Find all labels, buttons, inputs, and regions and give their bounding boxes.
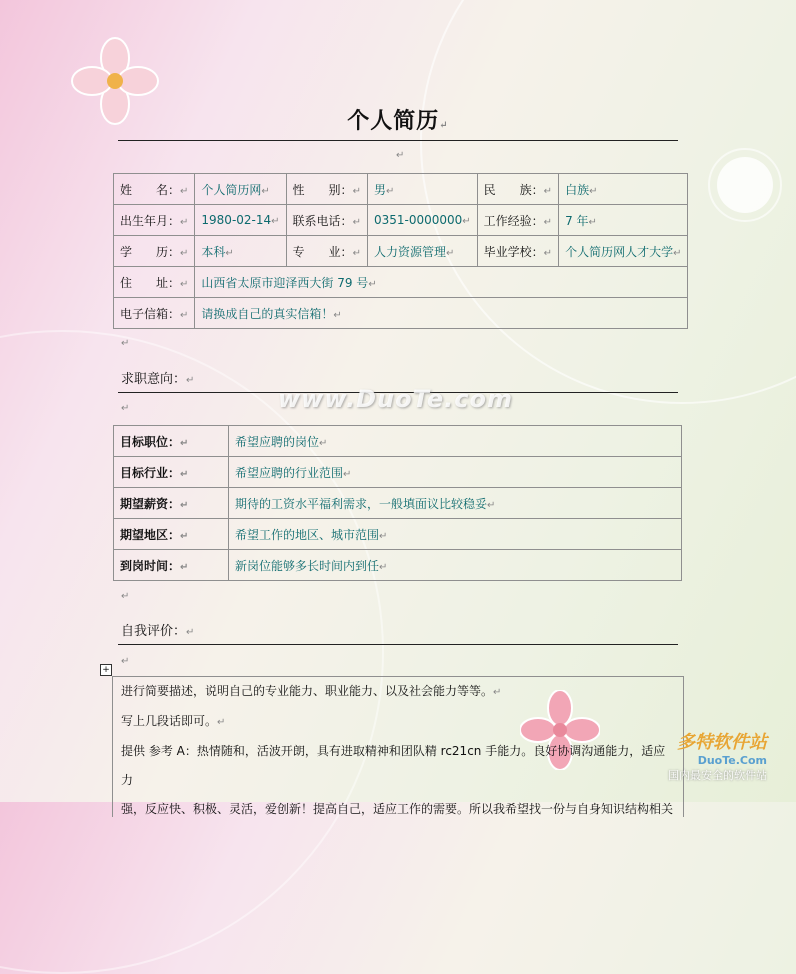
table-row — [114, 519, 682, 550]
title-rule — [118, 140, 678, 141]
value-cell[interactable]: 0351-0000000↵ — [367, 205, 477, 236]
value-cell[interactable]: 本科↵ — [195, 236, 286, 267]
label-cell: 性 别：↵ — [286, 174, 367, 205]
label-cell: 出生年月：↵ — [114, 205, 195, 236]
table-row — [114, 426, 682, 457]
value-cell[interactable]: 个人简历网↵ — [195, 174, 286, 205]
value-cell[interactable]: 希望应聘的岗位↵ — [229, 426, 682, 457]
logo-name: 多特软件站 — [677, 732, 767, 753]
value-cell[interactable]: 新岗位能够多长时间内到任↵ — [229, 550, 682, 581]
table-move-handle-icon[interactable]: + — [100, 664, 112, 676]
intent-heading: 求职意向：↵ — [121, 372, 195, 387]
logo-domain: DuoTe.Com — [697, 754, 767, 767]
value-cell[interactable]: 期待的工资水平福利需求，一般填面议比较稳妥↵ — [229, 488, 682, 519]
site-logo — [668, 728, 767, 783]
label-cell: 工作经验：↵ — [477, 205, 558, 236]
label-cell: 期望地区：↵ — [114, 519, 229, 550]
value-cell[interactable]: 个人简历网人才大学↵ — [559, 236, 688, 267]
value-cell[interactable]: 7 年↵ — [559, 205, 688, 236]
label-cell: 联系电话：↵ — [286, 205, 367, 236]
self-eval-heading: 自我评价：↵ — [121, 624, 195, 639]
self-eval-box[interactable] — [112, 676, 684, 817]
watermark-text: www.DuoTe.com — [278, 385, 513, 413]
paragraph-mark: ↵ — [121, 591, 130, 602]
label-cell: 到岗时间：↵ — [114, 550, 229, 581]
table-row — [114, 267, 688, 298]
table-row — [114, 550, 682, 581]
label-cell: 学 历：↵ — [114, 236, 195, 267]
address-value[interactable]: 山西省太原市迎泽西大街 79 号↵ — [195, 267, 688, 298]
label-cell: 期望薪资：↵ — [114, 488, 229, 519]
logo-tagline: 国内最安全的软件站 — [668, 769, 767, 782]
value-cell[interactable]: 希望工作的地区、城市范围↵ — [229, 519, 682, 550]
self-eval-rule — [118, 644, 678, 645]
self-eval-line: 提供 参考 A：热情随和，活波开朗，具有进取精神和团队精 rc21cn 手能力。良好协调沟通能力，适应力 — [121, 744, 666, 787]
paragraph-mark: ↵ — [121, 338, 130, 349]
table-row — [114, 298, 688, 329]
value-cell[interactable]: 男↵ — [367, 174, 477, 205]
self-eval-line: 写上几段话即可。↵ — [121, 714, 226, 728]
self-eval-line: 进行简要描述，说明自己的专业能力、职业能力、以及社会能力等等。↵ — [121, 684, 502, 698]
paragraph-mark: ↵ — [121, 403, 130, 414]
paragraph-mark: ↵ — [121, 656, 130, 667]
value-cell[interactable]: 1980-02-14↵ — [195, 205, 286, 236]
label-cell: 目标行业：↵ — [114, 457, 229, 488]
basic-info-table — [113, 173, 688, 329]
label-cell: 住 址：↵ — [114, 267, 195, 298]
paragraph-mark: ↵ — [396, 150, 405, 161]
label-cell: 姓 名：↵ — [114, 174, 195, 205]
circle-decoration — [700, 140, 790, 230]
label-cell: 目标职位：↵ — [114, 426, 229, 457]
self-eval-line: 强，反应快、积极、灵活，爱创新！提高自己，适应工作的需要。所以我希望找一份与自身知识结构相关 — [121, 802, 674, 816]
label-cell: 毕业学校：↵ — [477, 236, 558, 267]
table-row — [114, 457, 682, 488]
intent-table — [113, 425, 682, 581]
value-cell[interactable]: 希望应聘的行业范围↵ — [229, 457, 682, 488]
label-cell: 电子信箱：↵ — [114, 298, 195, 329]
label-cell: 专 业：↵ — [286, 236, 367, 267]
document-title: 个人简历↵ — [347, 108, 449, 134]
table-row — [114, 205, 688, 236]
table-row — [114, 174, 688, 205]
value-cell[interactable]: 人力资源管理↵ — [367, 236, 477, 267]
value-cell[interactable]: 白族↵ — [559, 174, 688, 205]
label-cell: 民 族：↵ — [477, 174, 558, 205]
email-value[interactable]: 请换成自己的真实信箱！↵ — [195, 298, 688, 329]
table-row — [114, 488, 682, 519]
table-row — [114, 236, 688, 267]
